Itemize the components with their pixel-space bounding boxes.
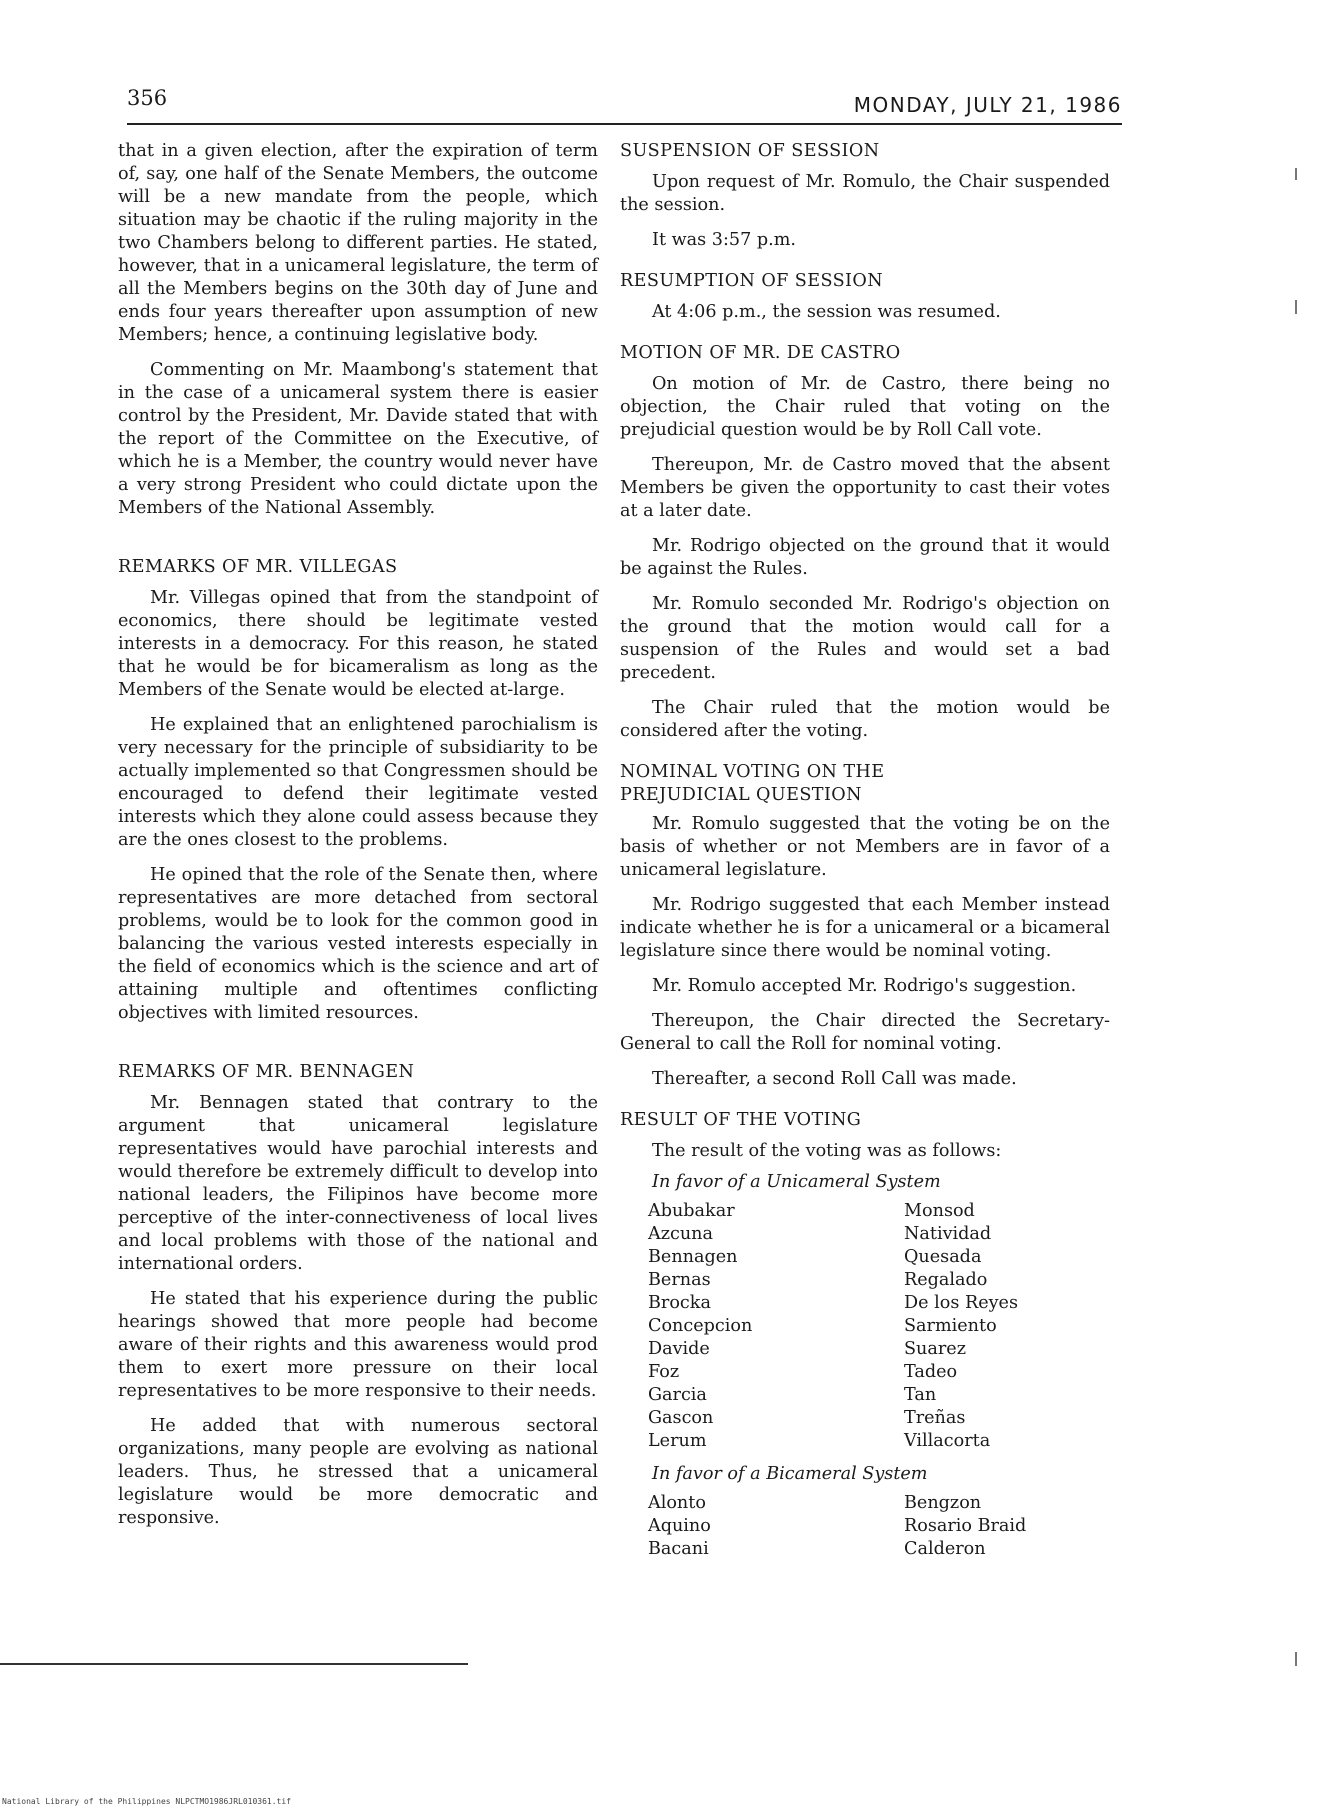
- member-name: Treñas: [904, 1408, 966, 1428]
- bicameral-names: [648, 1492, 1110, 1561]
- member-name: Foz: [648, 1362, 680, 1382]
- paragraph: He added that with numerous sectoral organizations, many people are evolving as national leaders. Thus, he stressed that a unicameral legislature would be more democratic and responsive.: [118, 1416, 598, 1528]
- member-name: Bennagen: [648, 1247, 738, 1267]
- scan-edge-mark: [1295, 168, 1297, 180]
- paragraph: Mr. Romulo accepted Mr. Rodrigo's suggestion.: [652, 976, 1077, 996]
- section-heading-villegas: REMARKS OF MR. VILLEGAS: [118, 557, 398, 577]
- scan-footer-note: National Library of the Philippines NLPCTMO1986JRL010361.tif: [2, 1797, 291, 1806]
- member-name: Garcia: [648, 1385, 707, 1405]
- paragraph: Mr. Romulo seconded Mr. Rodrigo's objection on the ground that the motion would call for a suspension of the Rules and would set a bad precedent.: [620, 594, 1110, 683]
- member-name: Azcuna: [648, 1224, 713, 1244]
- member-name: Gascon: [648, 1408, 714, 1428]
- member-name: Tan: [904, 1385, 937, 1405]
- spacer: [118, 532, 598, 556]
- member-name: Aquino: [648, 1516, 711, 1536]
- paragraph: He opined that the role of the Senate then, where representatives are more detached from sectoral problems, would be to look for the common good in balancing the various vested interests especially in the field of economics which is the science and art of attaining multiple and oftentimes conflicting objectives with limited resources.: [118, 865, 598, 1023]
- paragraph: Mr. Rodrigo objected on the ground that it would be against the Rules.: [620, 536, 1110, 579]
- name-column: [648, 1200, 904, 1453]
- member-name: Tadeo: [904, 1362, 958, 1382]
- section-heading-result: RESULT OF THE VOTING: [620, 1110, 862, 1130]
- section-heading-resumption: RESUMPTION OF SESSION: [620, 271, 884, 291]
- paragraph: He stated that his experience during the public hearings showed that more people had become aware of their rights and this awareness would prod them to exert more pressure on their local representatives to be more responsive to their needs.: [118, 1289, 598, 1401]
- bicameral-label: In favor of a Bicameral System: [652, 1464, 928, 1484]
- unicameral-names: [648, 1200, 1110, 1453]
- paragraph: Mr. Rodrigo suggested that each Member instead indicate whether he is for a unicameral or a bicameral legislature since there would be nominal voting.: [620, 895, 1110, 961]
- paragraph: that in a given election, after the expiration of term of, say, one half of the Senate Members, the outcome will be a new mandate from the people, which situation may be chaotic if the ruling majority in the two Chambers belong to different parties. He stated, however, that in a unicameral legislature, the term of all the Members begins on the 30th day of June and ends four years thereafter upon assumption of new Members; hence, a continuing legislative body.: [118, 141, 598, 345]
- paragraph: Mr. Romulo suggested that the voting be on the basis of whether or not Members are in favor of a unicameral legislature.: [620, 814, 1110, 880]
- member-name: Sarmiento: [904, 1316, 997, 1336]
- paragraph: The Chair ruled that the motion would be considered after the voting.: [620, 698, 1110, 741]
- member-name: Regalado: [904, 1270, 988, 1290]
- member-name: Quesada: [904, 1247, 982, 1267]
- header-rule: [127, 123, 1122, 125]
- member-name: Concepcion: [648, 1316, 753, 1336]
- section-heading-suspension: SUSPENSION OF SESSION: [620, 141, 880, 161]
- member-name: Rosario Braid: [904, 1516, 1027, 1536]
- member-name: Bernas: [648, 1270, 711, 1290]
- result-intro: The result of the voting was as follows:: [652, 1141, 1002, 1161]
- paragraph: It was 3:57 p.m.: [652, 230, 797, 250]
- paragraph: Commenting on Mr. Maambong's statement that in the case of a unicameral system there is easier control by the President, Mr. Davide stated that with the report of the Committee on the Executive, of which he is a Member, the country would never have a very strong President who could dictate upon the Members of the National Assembly.: [118, 360, 598, 518]
- member-name: Lerum: [648, 1431, 707, 1451]
- paragraph: On motion of Mr. de Castro, there being no objection, the Chair ruled that voting on the prejudicial question would be by Roll Call vote.: [620, 374, 1110, 440]
- scan-edge-mark: [1295, 1652, 1297, 1666]
- section-heading-line: NOMINAL VOTING ON THE: [620, 762, 885, 782]
- member-name: Alonto: [648, 1493, 706, 1513]
- name-column: [904, 1492, 1104, 1561]
- page-number: 356: [127, 86, 168, 110]
- member-name: Brocka: [648, 1293, 711, 1313]
- member-name: Villacorta: [904, 1431, 991, 1451]
- section-heading-line: PREJUDICIAL QUESTION: [620, 785, 862, 805]
- paragraph: At 4:06 p.m., the session was resumed.: [652, 302, 1001, 322]
- member-name: Natividad: [904, 1224, 992, 1244]
- spacer: [118, 1037, 598, 1061]
- member-name: Calderon: [904, 1539, 986, 1559]
- section-heading-motion: MOTION OF MR. DE CASTRO: [620, 343, 901, 363]
- member-name: De los Reyes: [904, 1293, 1018, 1313]
- unicameral-label: In favor of a Unicameral System: [652, 1172, 941, 1192]
- member-name: Suarez: [904, 1339, 966, 1359]
- paragraph: Thereafter, a second Roll Call was made.: [652, 1069, 1017, 1089]
- bottom-rule: [0, 1663, 468, 1665]
- left-column: [118, 140, 598, 1542]
- paragraph: Thereupon, Mr. de Castro moved that the absent Members be given the opportunity to cast their votes at a later date.: [620, 455, 1110, 521]
- member-name: Monsod: [904, 1201, 975, 1221]
- name-column: [904, 1200, 1104, 1453]
- paragraph: Upon request of Mr. Romulo, the Chair suspended the session.: [620, 172, 1110, 215]
- paragraph: Mr. Villegas opined that from the standpoint of economics, there should be legitimate vested interests in a democracy. For this reason, he stated that he would be for bicameralism as long as the Members of the Senate would be elected at-large.: [118, 588, 598, 700]
- name-column: [648, 1492, 904, 1561]
- paragraph: Thereupon, the Chair directed the Secretary-General to call the Roll for nominal voting.: [620, 1011, 1110, 1054]
- scan-edge-mark: [1295, 300, 1297, 314]
- member-name: Bengzon: [904, 1493, 982, 1513]
- paragraph: He explained that an enlightened parochialism is very necessary for the principle of subsidiarity to be actually implemented so that Congressmen should be encouraged to defend their legitimate vested interests which they alone could assess because they are the ones closest to the problems.: [118, 715, 598, 850]
- section-heading-nominal: [620, 761, 1110, 807]
- section-heading-bennagen: REMARKS OF MR. BENNAGEN: [118, 1062, 415, 1082]
- page-date: MONDAY, JULY 21, 1986: [853, 93, 1122, 117]
- paragraph: Mr. Bennagen stated that contrary to the argument that unicameral legislature representatives would have parochial interests and would therefore be extremely difficult to develop into national leaders, the Filipinos have become more perceptive of the inter-connectiveness of local lives and local problems with those of the national and international orders.: [118, 1093, 598, 1274]
- right-column: [620, 140, 1110, 1561]
- member-name: Davide: [648, 1339, 710, 1359]
- member-name: Bacani: [648, 1539, 709, 1559]
- member-name: Abubakar: [648, 1201, 735, 1221]
